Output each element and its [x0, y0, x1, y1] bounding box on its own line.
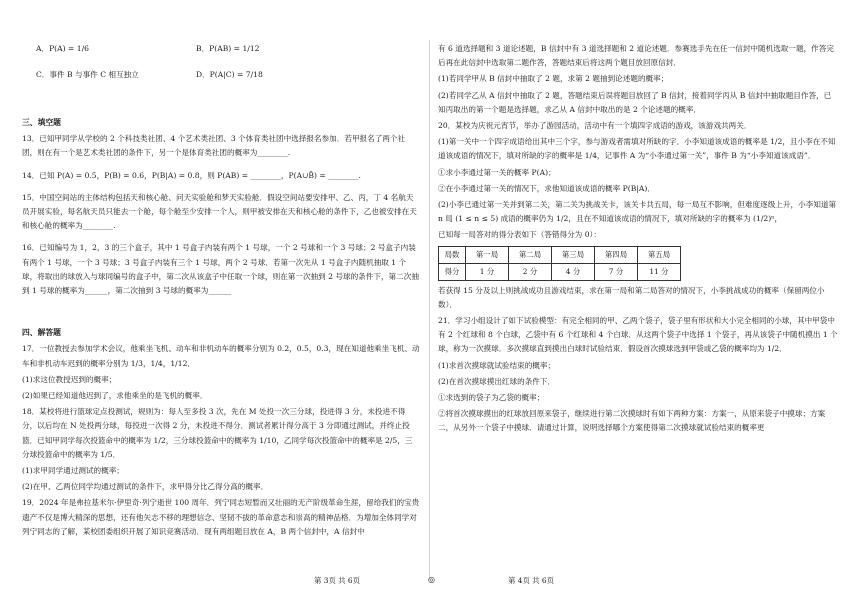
table-cell: 4 分 [552, 263, 595, 280]
fill-section-title: 三、填空题 [22, 118, 61, 127]
options-row-2 [22, 62, 420, 88]
binding-mark-icon: ◎ [428, 575, 435, 584]
question-20-part-1-sub-1: ①求小李通过第一关的概率 P(A)； [438, 167, 556, 177]
table-cell: 第二局 [509, 246, 552, 263]
question-19-continued: 有 6 道选择题和 3 道论述题，B 信封中有 3 道选择题和 2 道论述题．参赛选手先在任一信封中随机选取一题，作答完后再在此信封中选取第二题作答，答题结束后将这两个题目放回原信封． [438, 44, 834, 68]
question-15: 15．中国空间站的主体结构包括天和核心舱、问天实验舱和梦天实验舱．假设空间站要安排甲、乙、丙，丁 4 名航天员开展实验，每名航天员只能去一个舱，每个舱至少安排一个人，则甲被安排在天和核心舱的条件下，乙也被安排在天和核心舱的概率为________. [22, 192, 417, 231]
table-cell: 第四局 [595, 246, 638, 263]
table-cell: 第五局 [638, 246, 681, 263]
question-20-part-2-end: 若获得 15 分及以上则挑战成功且游戏结束，求在第一局和第二局答对的情况下，小李挑战成功的概率（保留两位小数）． [438, 285, 825, 309]
question-14: 14．已知 P(A) = 0.5，P(B) = 0.6，P(B|A) = 0.8，则 P(AB) = ________，P(A∪B̄) = ________. [22, 170, 361, 180]
table-cell: 7 分 [595, 263, 638, 280]
question-19-part-1: (1)若同学甲从 B 信封中抽取了 2 题，求第 2 题抽到论述题的概率； [438, 74, 669, 84]
question-18-part-2: (2)在甲、乙两位同学均通过测试的条件下，求甲得分比乙得分高的概率． [22, 482, 269, 492]
option-c: C．事件 B 与事件 C 相互独立 [36, 69, 139, 79]
question-21-part-2-sub-2: ②将首次摸球摸出的红球放回原来袋子，继续进行第二次摸球时有如下两种方案：方案一，从原来袋子中摸球；方案二，从另外一个袋子中摸球．请通过计算，说明选择哪个方案使得第二次摸球就试验结束的概率更 [438, 409, 826, 433]
question-20-part-2: (2)小李已通过第一关并到第二关，第二关为挑战关卡，该关卡共五局，每一局互不影响，但难度逐级上升，小李知道第 n 局 (1 ≤ n ≤ 5) 成语的概率仍为 1/2，且在不知道该成语的情况下，填对所缺的字的概率为 (1/2)ⁿ， [438, 200, 837, 224]
table-cell: 第三局 [552, 246, 595, 263]
table-cell: 第一局 [466, 246, 509, 263]
question-18: 18．某校将进行篮球定点投测试，规则为：每人至多投 3 次，先在 M 处投一次三分球，投进得 3 分，未投进不得分，以后均在 N 处投两分球，每投进一次得 2 分，未投进不得分．测试者累计得分高于 3 分即通过测试，并终止投篮．已知甲同学每次投篮命中的概率为 1/2，三分球投篮命中的概率为 1/10，乙同学每次投篮命中的概率是 2/5，三分球投篮命中的概率为 1/5． [22, 407, 413, 459]
option-a: A．P(A) = 1/6 [36, 43, 90, 53]
right-column [438, 40, 838, 436]
score-table [438, 246, 681, 281]
question-18-part-1: (1)求甲同学通过测试的概率； [22, 466, 124, 476]
question-19: 19．2024 年是弗拉基米尔·伊里奇·列宁逝世 100 周年．列宁同志短暂而又壮丽的无产阶级革命生涯，留给我们的宝贵遗产不仅是博大精深的思想，还有他矢志不移的理想信念、坚韧不拔的革命意志和崇高的精神品格．为增加全体同学对列宁同志的了解，某校团委组织开展了知识竞赛活动．现有两组题目放在 A，B 两个信封中，A 信封中 [22, 498, 420, 536]
page-number-left: 第 3页 共 6页 [314, 576, 361, 585]
option-b: B．P(AB) = 1/12 [196, 43, 260, 53]
left-column [22, 36, 420, 539]
question-21: 21．学习小组设计了如下试验模型：有完全相同的甲、乙两个袋子，袋子里有形状和大小完全相同的小球，其中甲袋中有 2 个红球和 8 个白球，乙袋中有 6 个红球和 4 个白球．从这两个袋子中选择 1 个袋子，再从该袋子中随机摸出 1 个球，称为一次摸球．多次摸球直到摸出白球时试验结束．假设首次摸球选到甲袋或乙袋的概率均为 1/2． [438, 316, 838, 354]
question-20-part-1: (1)第一关中一个四字成语给出其中三个字，参与游戏者需填对所缺的字．小李知道该成语的概率是 1/2，且小李在不知道该成语的情况下，填对所缺的字的概率是 1/4，记事件 A 为“小李通过第一关”，事件 B 为“小李知道该成语”． [438, 137, 836, 161]
table-cell: 1 分 [466, 263, 509, 280]
question-16: 16．已知编号为 1，2，3 的三个盒子，其中 1 号盒子内装有两个 1 号球，一个 2 号球和一个 3 号球；2 号盒子内装有两个 1 号球，一个 3 号球；3 号盒子内装有三个 1 号球，两个 2 号球．若第一次先从 1 号盒子内随机抽取 1 个球，将取出的球放入与球同编号的盒子中，第二次从该盒子中任取一个球，则在第一次抽到 2 号球的条件下，第二次抽到 1 号球的概率为______，第二次抽到 3 号球的概率为______ [22, 243, 419, 296]
question-20: 20．某校为庆祝元宵节，举办了游园活动，活动中有一个填四字成语的游戏，该游戏共两关． [438, 121, 752, 131]
solve-section-title: 四、解答题 [22, 328, 61, 338]
question-17-part-2: (2)如果已经知道他迟到了，求他乘坐的是飞机的概率． [22, 391, 208, 401]
table-cell: 2 分 [509, 263, 552, 280]
question-20-part-1-sub-2: ②在小李通过第一关的情况下，求他知道该成语的概率 P(B|A)． [438, 183, 655, 193]
question-13: 13．已知甲同学从学校的 2 个科技类社团、4 个艺术类社团、3 个体育类社团中选择报名参加．若甲报名了两个社团，则在有一个是艺术类社团的条件下，另一个是体育类社团的概率为________. [22, 134, 406, 158]
score-table-score-row [439, 263, 681, 280]
column-divider [429, 40, 430, 580]
question-21-part-2: (2)在首次摸球摸出红球的条件下． [438, 376, 556, 386]
question-17-part-1: (1)求这位教授迟到的概率； [22, 374, 117, 384]
table-cell: 局数 [439, 246, 466, 263]
question-17: 17．一位教授去参加学术会议，他乘坐飞机、动车和非机动车的概率分别为 0.2，0.5，0.3，现在知道他乘坐飞机、动车和非机动车迟到的概率分别为 1/3，1/4，1/12． [22, 344, 420, 368]
question-21-part-1: (1)求首次摸球就试验结束的概率； [438, 360, 556, 370]
options-row-1 [22, 36, 420, 62]
option-d: D．P(A|C) = 7/18 [196, 69, 263, 79]
question-19-part-2: (2)若同学乙从 A 信封中抽取了 2 题，答题结束后误将题目放回了 B 信封，接着同学丙从 B 信封中抽取题目作答，已知丙取出的第一个题是选择题，求乙从 A 信封中取出的是 2 个论述题的概率． [438, 90, 832, 114]
table-cell: 11 分 [638, 263, 681, 280]
table-caption: 已知每一局答对的得分表如下（答错得分为 0）： [438, 230, 601, 240]
question-21-part-2-sub-1: ①求选到的袋子为乙袋的概率； [438, 393, 545, 403]
score-table-header-row [439, 246, 681, 263]
table-cell: 得分 [439, 263, 466, 280]
page-number-right: 第 4页 共 6页 [508, 576, 555, 585]
